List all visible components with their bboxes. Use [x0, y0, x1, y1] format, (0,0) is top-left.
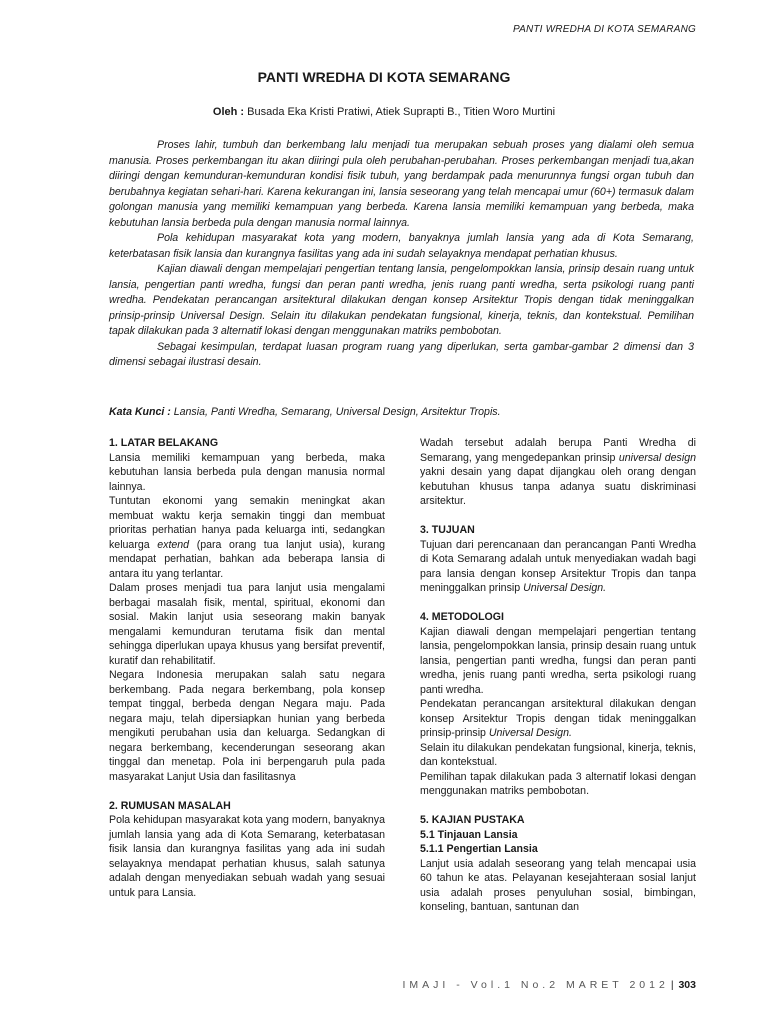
paragraph	[420, 436, 696, 509]
paragraph: Pola kehidupan masyarakat kota yang modern, banyaknya jumlah lansia yang ada di Kota Semarang, keterbatasan fisik lansia dan kurangnya fasilitas yang ada ini sudah selayaknya mendapat perhatian khusus, salah satunya adalah dengan menyediakan sebuah wadah yang sesuai untuk para Lansia.	[109, 814, 385, 899]
paragraph: Lanjut usia adalah seseorang yang telah mencapai usia 60 tahun ke atas. Pelayanan kesejahteraan sosial lanjut usia adalah proses penyuluhan sosial, bimbingan, konseling, bantuan, santunan dan	[420, 857, 696, 913]
author-line	[0, 106, 768, 118]
keywords	[109, 406, 694, 418]
spacer	[420, 509, 696, 524]
emphasis: Universal Design.	[523, 582, 607, 594]
section-heading-rumusan-masalah: 2. RUMUSAN MASALAH	[109, 799, 231, 812]
page-number: 303	[678, 979, 696, 991]
keywords-label: Kata Kunci :	[109, 406, 171, 418]
spacer	[420, 799, 696, 814]
abstract-paragraph-1: Proses lahir, tumbuh dan berkembang lalu menjadi tua merupakan sebuah proses yang dialami oleh semua manusia. Proses perkembangan itu akan diiringi pula oleh perubahan-perubahan. Proses perkembangan menjadi tua,akan diiringi dengan kemunduran-kemunduran kondisi fisik tubuh, yang berdampak pada menurunnya fungsi organ tubuh dan berubahnya kegiatan sehari-hari. Karena kekurangan ini, lansia seseorang yang telah mencapai umur (60+) termasuk dalam golongan manusia yang memiliki kemampuan yang berbeda. Karena lansia memiliki kemampuan yang berbeda, maka kebutuhan lansia berbeda pula dengan manusia normal lainnya.	[109, 139, 694, 229]
authors-label: Oleh :	[212, 106, 245, 118]
authors-names: Busada Eka Kristi Pratiwi, Atiek Suprapti B., Titien Woro Murtini	[244, 106, 556, 118]
text-run: Tuntutan ekonomi yang semakin meningkat akan membuat waktu kerja semakin tinggi dan membuat prioritas perhatian hanya pada keluarga inti, sedangkan keluarga	[109, 495, 385, 551]
abstract-paragraph-3: Kajian diawali dengan mempelajari pengertian tentang lansia, pengelompokkan lansia, prinsip desain ruang untuk lansia, pengertian panti wredha, fungsi dan peran panti wredha, jenis ruang panti wredha, serta psikologi ruang panti wredha. Pendekatan perancangan arsitektural dilakukan dengan konsep Arsitektur Tropis dengan tidak meninggalkan prinsip-prinsip Universal Design. Selain itu dilakukan pendekatan fungsional, kinerja, teknis, dan kontekstual. Pemilihan tapak dilakukan pada 3 alternatif lokasi dengan menggunakan matriks pembobotan.	[109, 263, 694, 337]
keywords-text: Lansia, Panti Wredha, Semarang, Universal Design, Arsitektur Tropis.	[170, 406, 501, 418]
emphasis: Universal Design.	[488, 727, 572, 739]
section-heading-metodologi: 4. METODOLOGI	[420, 611, 504, 623]
abstract	[109, 138, 694, 371]
paragraph	[420, 697, 696, 741]
text-run: (para orang tua lanjut usia), kurang mendapat perhatian, bahkan ada beberapa lansia di antara itu yang terlantar.	[109, 538, 385, 580]
footer-separator: |	[670, 979, 674, 991]
running-head: PANTI WREDHA DI KOTA SEMARANG	[512, 24, 696, 35]
text-run: yakni desain yang dapat dijangkau oleh orang dengan kebutuhan khusus tanpa adanya suatu diskriminasi arsitektur.	[420, 466, 696, 507]
right-column	[420, 436, 696, 915]
paragraph: Dalam proses menjadi tua para lanjut usia mengalami berbagai masalah fisik, mental, spiritual, ekonomi dan sosial. Makin lanjut usia seseorang makin banyak mengalami kemunduran terutama fisik dan mental sehingga diperlukan upaya khusus yang bersifat preventif, kuratif dan rehabilitatif.	[109, 582, 385, 667]
paragraph: Kajian diawali dengan mempelajari pengertian tentang lansia, pengelompokkan lansia, prinsip desain ruang untuk lansia, pengertian panti wredha, fungsi dan peran panti wredha, jenis ruang panti wredha, serta psikologi ruang panti wredha.	[420, 625, 696, 696]
paragraph: Pemilihan tapak dilakukan pada 3 alternatif lokasi dengan menggunakan matriks pembobotan.	[420, 770, 696, 797]
text-run: Tujuan dari perencanaan dan perancangan Panti Wredha di Kota Semarang adalah untuk menyediakan wadah bagi para lansia dengan konsep Arsitektur Tropis dan tanpa meninggalkan prinsip	[420, 538, 696, 594]
paper-title: PANTI WREDHA DI KOTA SEMARANG	[257, 69, 511, 85]
paragraph: Negara Indonesia merupakan salah satu negara berkembang. Pada negara berkembang, pola konsep tempat tinggal, berbeda dengan Negara maju. Pada negara maju, telah dipersiapkan hunian yang berbeda mengikuti perubahan usia dan keluarga. Sedangkan di negara berkembang, kecenderungan seseorang akan tinggal dan menetap. Pola ini berpengaruh pula pada masyarakat Lanjut Usia dan fasilitasnya	[109, 669, 385, 783]
spacer	[109, 784, 385, 799]
emphasis: universal design	[618, 451, 696, 464]
section-heading-kajian-pustaka: 5. KAJIAN PUSTAKA	[420, 814, 525, 826]
text-run: Pendekatan perancangan arsitektural dilakukan dengan konsep Arsitektur Tropis dengan tidak meninggalkan prinsip-prinsip	[420, 698, 696, 739]
text-run: Wadah tersebut adalah berupa Panti Wredha di Semarang, yang mengedepankan prinsip	[420, 437, 696, 464]
subsubsection-heading-pengertian-lansia: 5.1.1 Pengertian Lansia	[420, 843, 538, 855]
emphasis: extend	[157, 538, 190, 551]
abstract-paragraph-4: Sebagai kesimpulan, terdapat luasan program ruang yang diperlukan, serta gambar-gambar 2 dimensi dan 3 dimensi sebagai ilustrasi desain.	[109, 340, 694, 368]
spacer	[420, 596, 696, 611]
left-column	[109, 436, 385, 900]
section-heading-tujuan: 3. TUJUAN	[420, 524, 475, 536]
paragraph	[420, 538, 696, 596]
paragraph	[109, 494, 385, 581]
section-heading-latar-belakang: 1. LATAR BELAKANG	[109, 437, 219, 449]
paragraph: Selain itu dilakukan pendekatan fungsional, kinerja, teknis, dan kontekstual.	[420, 741, 696, 768]
paragraph: Lansia memiliki kemampuan yang berbeda, maka kebutuhan lansia berbeda pula dengan manusia normal lainnya.	[109, 451, 385, 493]
abstract-paragraph-2: Pola kehidupan masyarakat kota yang modern, banyaknya jumlah lansia yang ada di Kota Semarang, keterbatasan fisik lansia dan kurangnya fasilitas yang ada ini sudah selayaknya mendapat perhatian khusus.	[109, 232, 694, 260]
subsection-heading-tinjauan-lansia: 5.1 Tinjauan Lansia	[420, 828, 518, 841]
journal-citation: IMAJI - Vol.1 No.2 MARET 2012	[402, 979, 669, 991]
page-footer	[402, 979, 696, 991]
